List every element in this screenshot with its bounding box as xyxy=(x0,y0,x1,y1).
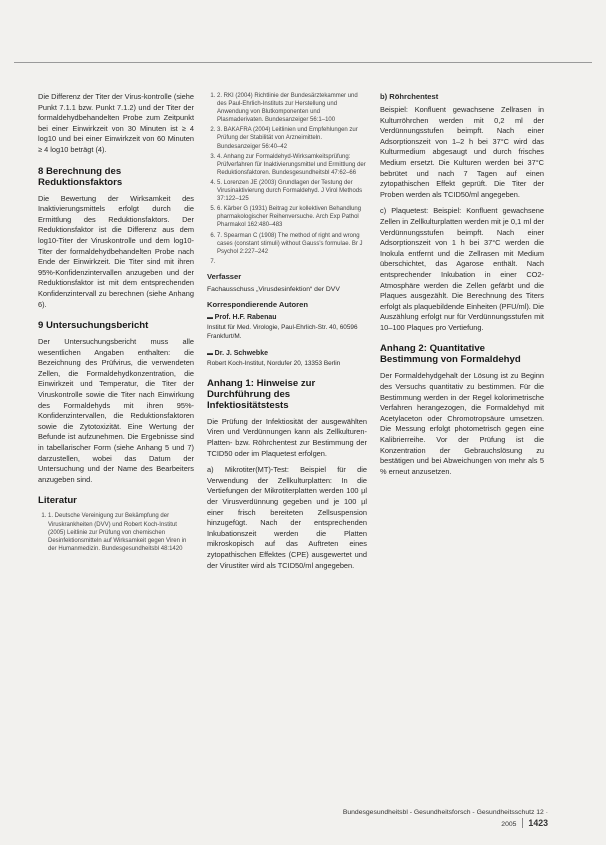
reference-item: 6. 7. Spearman C (1908) The method of right and wrong cases (constant stimuli) without Gauss's formulae. Br J Psychol 2:227–242 xyxy=(217,232,367,256)
page-number: 1423 xyxy=(522,818,548,828)
section-9-paragraph: Der Untersuchungsbericht muss alle wesentlichen Angaben enthalten: die Bezeichnung des Prüfvirus, die verwendeten Zellen, die Formaldehydkonzentration, die Einwirkzeit und Temperatur, die Titer der Viruskontrolle sowie die Titer nach Einwirkung des Formaldehyds mit ihren 95%-Konfidenzintervallen, die Reduktionsfaktoren sowie die Zytotoxizität. Eine Wertung der Befunde ist aufzunehmen. Die Ergebnisse sind in tabellarischer Form (siehe Anhang 5 und 7) darzustellen, wobei das Datum der Untersuchung und der Name des Bearbeiters anzugeben sind. xyxy=(38,337,194,484)
reference-item: 1. 2. RKI (2004) Richtlinie der Bundesärztekammer und des Paul-Ehrlich-Instituts zur Herstellung und Anwendung von Blutkomponenten und Plasmaderivaten. Bundesanzeiger 56:1–100 xyxy=(217,92,367,124)
author-address: Robert Koch-Institut, Nordufer 20, 13353 Berlin xyxy=(207,359,341,367)
intro-paragraph: Die Differenz der Titer der Virus-kontrolle (siehe Punkt 7.1.1 bzw. Punkt 7.1.2) und der Titer der formaldehydbehandelten Probe zum Zeitpunkt bei einer Einwirkzeit von 30 Minuten ist ≥ 4 log10 und bei einer Einwirkzeit von 60 Minuten ≥ 4 log10 beträgt (4). xyxy=(38,92,194,154)
reference-item: 3. 4. Anhang zur Formaldehyd-Wirksamkeitsprüfung: Prüfverfahren für Inaktivierungsmittel und Ermittlung der Reduktionsfaktoren. Bundesgesundheitsbl 47:62–66 xyxy=(217,153,367,177)
reference-item: 5. 6. Kärber G (1931) Beitrag zur kollektiven Behandlung pharmakologischer Reihenversuche. Arch Exp Pathol Pharmakol 162:480–483 xyxy=(217,205,367,229)
plaquetest-paragraph: c) Plaquetest: Beispiel: Konfluent gewachsene Zellen in Zellkulturplatten werden mit je 0,1 ml der Verdünnungsstufen beimpft. Nach einer Adsorptionszeit von 1 h bei 37°C werden die Inokula entfernt und die Zellrasen mit Medium überschichtet, das Agarose enthält. Nach entsprechender Inkubation in einer CO2-Atmosphäre werden die Zellen gefärbt und die Plaques ausgezählt. Die Berechnung des Titers erfolgt als plaquebildende Einheiten (PFU/ml). Die Auszählung erfolgt nur für Verdünnungsstufen mit 10–100 Plaques pro Vertiefung. xyxy=(380,206,544,332)
page-footer xyxy=(308,808,548,830)
reference-list-left xyxy=(38,512,194,552)
author-address: Institut für Med. Virologie, Paul-Ehrlich-Str. 40, 60596 Frankfurt/M. xyxy=(207,323,358,340)
appendix-2-heading: Anhang 2: Quantitative Bestimmung von Formaldehyd xyxy=(380,343,521,366)
journal-citation: Bundesgesundheitsbl - Gesundheitsforsch - Gesundheitsschutz 12 · 2005 xyxy=(342,809,548,828)
author-name: ▬ Dr. J. Schwebke xyxy=(207,349,367,359)
appendix-1-mt-paragraph: a) Mikrotiter(MT)-Test: Beispiel für die Verwendung der Zellkulturplatten: In die Vertiefungen der Mikrotiterplatten werden 100 µl der Virusverdünnung gegeben und je 100 µl einer frisch bereiteten Zellsuspension hinzugefügt. Nach der entsprechenden Inkubationszeit werden die Platten mikroskopisch auf das Auftreten eines zytopathischen Effektes (CPE) ausgewertet und der Virustiter wird als TCID50/ml angegeben. xyxy=(207,465,367,570)
literature-heading: Literatur xyxy=(38,495,77,507)
verfasser-text: Fachausschuss „Virusdesinfektion“ der DVV xyxy=(207,285,340,293)
appendix-1-heading: Anhang 1: Hinweise zur Durchführung des Infektiositätstests xyxy=(207,377,316,411)
reference-item: 4. 5. Lorenzen JE (2003) Grundlagen der Testung der Virusinaktivierung durch Formaldehyd. J Virol Methods 37:122–125 xyxy=(217,179,367,203)
reference-item: 1. 1. Deutsche Vereinigung zur Bekämpfung der Viruskrankheiten (DVV) und Robert Koch-Institut (2005) Leitlinie zur Prüfung von chemischen Desinfektionsmitteln auf Wirksamkeit gegen Viren in der Humanmedizin. Bundesgesundheitsbl 48:1420 xyxy=(48,512,194,552)
appendix-1-paragraph: Die Prüfung der Infektiosität der ausgewählten Viren und Verdünnungen kann als Zellkulturen-Platten- bzw. Röhrchentest zur Bestimmung der TCID50 oder im Plaquetest erfolgen. xyxy=(207,416,367,458)
column-left xyxy=(38,92,194,559)
verfasser-heading: Verfasser xyxy=(207,271,242,281)
section-heading-8: 8 Berechnung des Reduktionsfaktors xyxy=(38,165,123,188)
section-heading-9: 9 Untersuchungsbericht xyxy=(38,320,149,332)
roehrchentest-heading: b) Röhrchentest xyxy=(380,92,439,101)
appendix-2-paragraph: Der Formaldehydgehalt der Lösung ist zu Beginn des Versuchs quantitativ zu bestimmen. Für die Bestimmung werden in der Regel kolorimetrische Verfahren herangezogen, die Formaldehyd mit Acetylaceton oder Chromotropsäure umsetzen. Die Messung erfolgt photometrisch gegen eine Kalibrierreihe. Vor der Prüfung ist die Konzentration der Gebrauchslösung zu bestätigen und bei Abweichungen von mehr als 5 % erneut anzusetzen. xyxy=(380,371,544,476)
author-block-2 xyxy=(207,349,367,368)
column-right xyxy=(380,92,544,483)
section-8-paragraph: Die Bewertung der Wirksamkeit des Inaktivierungsmittels erfolgt durch die Ermittlung des Reduktionsfaktors. Der Reduktionsfaktor ist die Differenz aus dem log10-Titer der Viruskontrolle und dem log10-Titer der formaldehydbehandelten Probe nach Ende der Einwirkzeit. Die Titer sind mit ihren 95%-Konfidenzintervallen anzugeben und der Reduktionsfaktor ist mit dem entsprechenden Konfidenzintervall zu berechnen (siehe Anhang 6). xyxy=(38,193,194,309)
reference-item: 2. 3. BAKAFRA (2004) Leitlinien und Empfehlungen zur Prüfung der Stabilität von Arzneimitteln. Bundesanzeiger 56:40–42 xyxy=(217,126,367,150)
column-middle xyxy=(207,92,367,577)
author-name: ▬ Prof. H.F. Rabenau xyxy=(207,313,367,323)
corresponding-authors-heading: Korrespondierende Autoren xyxy=(207,299,308,309)
roehrchentest-paragraph: Beispiel: Konfluent gewachsene Zellrasen in Kulturröhrchen werden mit 0,2 ml der Verdünnungsstufen beimpft. Nach einer Adsorptionszeit von 1–2 h bei 37°C wird das Kulturmedium abgesaugt und durch frisches Medium ersetzt. Die Kulturen werden bei 37°C bebrütet und nach 7 Tagen auf einen zytopathischen Effekt geprüft. Die Titer der Proben werden als TCID50/ml angegeben. xyxy=(380,105,544,199)
reference-list-middle xyxy=(207,92,367,266)
header-rule xyxy=(14,62,592,63)
reference-item xyxy=(217,258,367,266)
author-block-1 xyxy=(207,313,367,341)
